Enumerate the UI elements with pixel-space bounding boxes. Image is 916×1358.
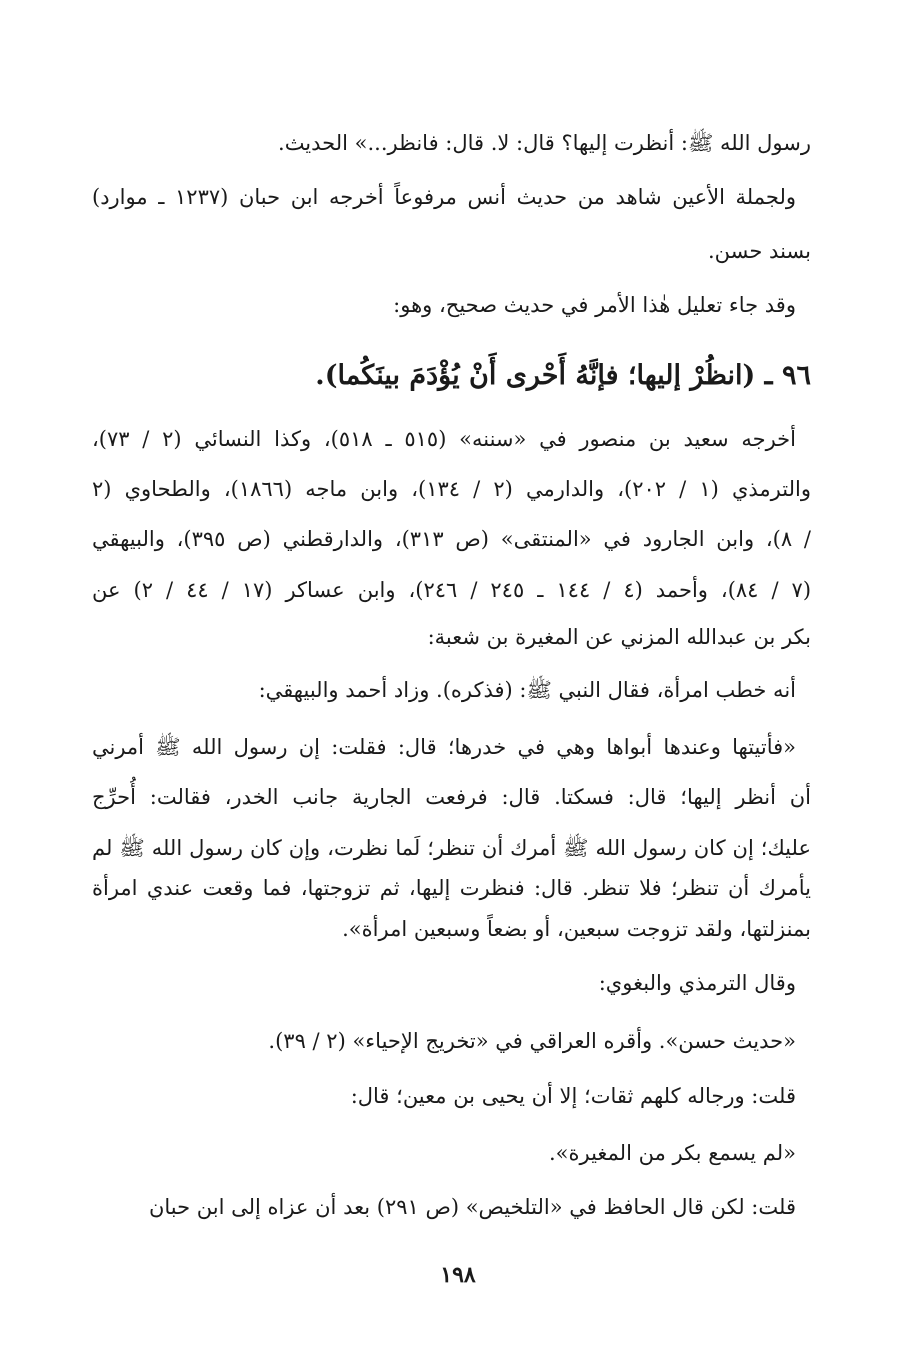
text-line-4: وقد جاء تعليل هٰذا الأمر في حديث صحيح، وهو: (393, 293, 796, 317)
text-line-19: قلت: ورجاله كلهم ثقات؛ إلا أن يحيى بن معين؛ قال: (350, 1084, 796, 1108)
text-line-18: «حديث حسن». وأقره العراقي في «تخريج الإحياء» (٢ / ٣٩). (268, 1029, 796, 1053)
text-line-16: بمنزلتها، ولقد تزوجت سبعين، أو بضعاً وسبعين امرأة». (342, 917, 811, 941)
text-line-3: بسند حسن. (708, 239, 811, 263)
text-line-15: يأمرك أن تنظر؛ فلا تنظر. قال: فنظرت إليها، ثم تزوجتها، فما وقعت عندي امرأة (92, 876, 811, 900)
text-line-14: عليك؛ إن كان رسول الله ﷺ أمرك أن تنظر؛ لَما نظرت، وإن كان رسول الله ﷺ لم (92, 836, 811, 860)
text-line-9: (٧ / ٨٤)، وأحمد (٤ / ١٤٤ ـ ٢٤٥ / ٢٤٦)، وابن عساكر (١٧ / ٤٤ / ٢) عن (92, 578, 812, 602)
text-line-12: «فأتيتها وعندها أبواها وهي في خدرها؛ قال: فقلت: إن رسول الله ﷺ أمرني (92, 735, 796, 759)
text-line-13: أن أنظر إليها؛ قال: فسكتا. قال: فرفعت الجارية جانب الخدر، فقالت: أُحرِّج (92, 785, 811, 809)
text-line-10: بكر بن عبدالله المزني عن المغيرة بن شعبة: (427, 625, 811, 649)
text-line-6: أخرجه سعيد بن منصور في «سننه» (٥١٥ ـ ٥١٨)، وكذا النسائي (٢ / ٧٣)، (92, 427, 796, 451)
text-line-2: ولجملة الأعين شاهد من حديث أنس مرفوعاً أخرجه ابن حبان (١٢٣٧ ـ موارد) (92, 185, 796, 209)
text-line-7: والترمذي (١ / ٢٠٢)، والدارمي (٢ / ١٣٤)، وابن ماجه (١٨٦٦)، والطحاوي (٢ (92, 477, 811, 501)
text-line-20: «لم يسمع بكر من المغيرة». (548, 1141, 796, 1165)
text-line-17: وقال الترمذي والبغوي: (598, 971, 796, 995)
page-number: ١٩٨ (440, 1262, 476, 1288)
text-line-8: / ٨)، وابن الجارود في «المنتقى» (ص ٣١٣)، والدارقطني (ص ٣٩٥)، والبيهقي (92, 527, 811, 551)
text-line-1: رسول الله ﷺ: أنظرت إليها؟ قال: لا. قال: فانظر...» الحديث. (278, 131, 811, 155)
hadith-heading: ٩٦ ـ (انظُرْ إليها؛ فإنَّهُ أَحْرى أَنْ يُؤْدَمَ بينَكُما). (315, 360, 811, 391)
text-line-21: قلت: لكن قال الحافظ في «التلخيص» (ص ٢٩١) بعد أن عزاه إلى ابن حبان (148, 1195, 796, 1219)
text-line-11: أنه خطب امرأة، فقال النبي ﷺ: (فذكره). وزاد أحمد والبيهقي: (258, 678, 796, 702)
